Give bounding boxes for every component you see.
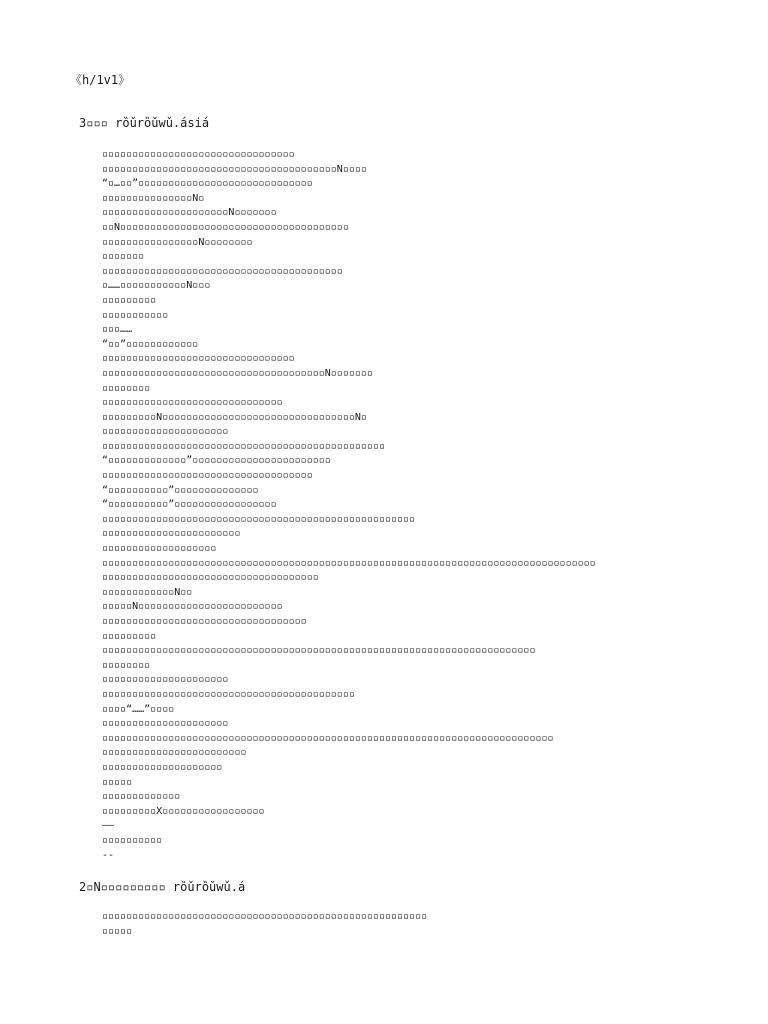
section-body [102, 910, 427, 939]
section-body [102, 148, 596, 863]
text-line: ▫……▫▫▫▫▫▫▫▫▫▫▫N▫▫▫ [102, 280, 211, 292]
text-line: ▫▫▫▫▫▫▫▫▫▫▫ [102, 309, 169, 321]
text-line: ▫▫▫▫▫ [102, 925, 133, 937]
text-line: ▫▫▫▫▫▫▫▫▫▫▫▫▫▫▫▫▫▫▫▫▫▫▫▫▫▫▫▫▫▫▫▫▫▫▫▫▫▫▫▫▫▫▫▫▫▫▫▫▫▫▫▫▫▫▫▫▫▫▫▫▫▫▫▫▫▫▫▫▫▫▫▫▫▫▫ [102, 732, 554, 744]
text-line: ▫▫▫▫▫▫▫▫ [102, 382, 151, 394]
text-line: -- [102, 849, 115, 861]
text-line: “▫▫”▫▫▫▫▫▫▫▫▫▫▫▫ [102, 338, 199, 350]
text-line: ▫▫▫▫▫▫▫▫▫ [102, 294, 157, 306]
text-line: ▫▫▫▫▫▫▫▫▫▫▫▫▫▫▫▫▫▫▫▫▫▫▫▫▫▫▫▫▫▫▫▫▫▫▫▫▫▫▫▫▫▫▫▫▫▫▫▫▫▫▫▫▫▫▫▫▫▫▫▫▫▫▫▫▫▫▫▫▫▫▫▫ [102, 645, 536, 657]
text-line: ▫▫▫▫▫▫▫▫▫▫▫▫▫▫▫▫▫▫▫▫▫▫▫▫▫▫▫▫▫▫▫▫▫▫▫▫▫▫▫▫▫▫ [102, 688, 355, 700]
text-line: ▫▫▫▫▫▫▫▫▫▫▫▫▫▫▫▫▫▫▫▫▫ [102, 718, 229, 730]
text-line: ▫▫▫▫▫▫▫▫▫▫▫▫▫▫▫N▫ [102, 192, 205, 204]
text-line: ▫▫▫▫▫ [102, 776, 133, 788]
text-line: ▫▫▫▫▫▫▫▫▫▫▫▫▫▫▫▫▫▫▫▫▫▫▫▫▫▫▫▫▫▫▫▫▫▫▫▫▫▫▫N▫▫▫▫ [102, 163, 367, 175]
text-line: —— [102, 820, 115, 832]
section-heading: 3▫▫▫ rȍǔrȍǔwǔ.ásiá [79, 116, 210, 130]
text-line: ▫▫▫▫▫▫▫▫▫▫▫▫▫▫▫▫▫▫▫▫▫▫▫▫▫▫▫▫▫▫▫▫ [102, 149, 295, 160]
text-line: ▫▫▫▫▫▫▫▫▫▫▫▫▫▫▫▫▫▫▫▫▫▫▫▫▫▫▫▫▫▫ [102, 397, 283, 409]
text-line: ▫▫▫▫▫▫▫▫▫▫▫▫▫▫▫▫▫▫▫ [102, 543, 217, 555]
text-line: ▫▫▫▫▫▫▫▫▫▫▫▫N▫▫ [102, 586, 193, 598]
text-line: ▫▫▫▫▫▫▫▫▫▫▫▫▫▫▫▫▫▫▫▫▫▫▫▫▫▫▫▫▫▫▫▫▫▫▫ [102, 470, 313, 482]
text-line: ▫▫▫▫▫▫▫▫▫▫▫▫▫▫▫▫▫▫▫▫▫▫▫▫▫▫▫▫▫▫▫▫▫▫▫▫▫▫▫▫▫▫▫▫▫▫▫▫▫▫▫▫ [102, 513, 416, 525]
text-line: ▫▫▫▫▫▫▫▫▫ [102, 630, 157, 642]
section-heading: 2▫N▫▫▫▫▫▫▫▫▫ rȍǔrȍǔwǔ.á [79, 880, 246, 894]
text-line: ▫▫▫▫▫▫▫▫▫▫▫▫▫▫▫▫▫▫▫▫▫ [102, 426, 229, 438]
text-line: ▫▫▫▫▫▫▫▫▫▫▫▫▫▫▫▫▫▫▫▫▫▫▫▫▫▫▫▫▫▫▫▫ [102, 353, 295, 365]
text-line: ▫▫▫▫▫▫▫▫▫▫▫▫▫▫▫▫▫▫▫▫▫▫▫▫▫▫▫▫▫▫▫▫▫▫▫▫▫N▫▫▫▫▫▫▫ [102, 367, 373, 379]
document-title: 《h/1v1》 [70, 73, 131, 87]
text-line: ▫▫▫▫▫▫▫▫▫▫▫▫▫▫▫▫▫▫▫▫▫▫▫ [102, 528, 241, 540]
text-line: ▫▫▫▫▫▫▫▫▫▫▫▫▫▫▫▫▫▫▫▫▫▫▫▫ [102, 747, 247, 759]
text-line: ▫▫▫▫▫▫▫▫▫▫▫▫▫ [102, 791, 181, 803]
text-line: ▫▫▫…… [102, 324, 133, 336]
text-line: ▫▫▫▫▫▫▫▫▫▫▫▫▫▫▫▫▫▫▫▫▫▫▫▫▫▫▫▫▫▫▫▫▫▫▫▫ [102, 572, 319, 584]
text-line: ▫▫▫▫▫▫▫▫▫N▫▫▫▫▫▫▫▫▫▫▫▫▫▫▫▫▫▫▫▫▫▫▫▫▫▫▫▫▫▫▫▫N▫ [102, 411, 367, 423]
text-line: ▫▫▫▫▫▫▫▫▫X▫▫▫▫▫▫▫▫▫▫▫▫▫▫▫▫▫ [102, 805, 265, 817]
text-line: ▫▫▫▫▫▫▫▫▫▫▫▫▫▫▫▫N▫▫▫▫▫▫▫▫ [102, 236, 253, 248]
text-line: “▫…▫▫”▫▫▫▫▫▫▫▫▫▫▫▫▫▫▫▫▫▫▫▫▫▫▫▫▫▫▫▫▫ [102, 178, 313, 190]
text-line: “▫▫▫▫▫▫▫▫▫▫”▫▫▫▫▫▫▫▫▫▫▫▫▫▫ [102, 484, 259, 496]
text-line: ▫▫N▫▫▫▫▫▫▫▫▫▫▫▫▫▫▫▫▫▫▫▫▫▫▫▫▫▫▫▫▫▫▫▫▫▫▫▫▫▫ [102, 221, 349, 233]
text-line: ▫▫▫▫▫▫▫▫▫▫ [102, 834, 163, 846]
text-line: ▫▫▫▫▫▫▫▫▫▫▫▫▫▫▫▫▫▫▫▫▫▫▫▫▫▫▫▫▫▫▫▫▫▫▫▫▫▫▫▫▫▫▫▫▫▫▫▫▫▫▫▫▫▫ [102, 911, 428, 922]
text-line: ▫▫▫▫▫▫▫ [102, 251, 145, 263]
text-line: ▫▫▫▫▫▫▫▫▫▫▫▫▫▫▫▫▫▫▫▫▫N▫▫▫▫▫▫▫ [102, 207, 277, 219]
text-line: “▫▫▫▫▫▫▫▫▫▫”▫▫▫▫▫▫▫▫▫▫▫▫▫▫▫▫▫ [102, 499, 277, 511]
text-line: ▫▫▫▫“……”▫▫▫▫ [102, 703, 175, 715]
text-line: “▫▫▫▫▫▫▫▫▫▫▫▫▫”▫▫▫▫▫▫▫▫▫▫▫▫▫▫▫▫▫▫▫▫▫▫▫ [102, 455, 331, 467]
text-line: ▫▫▫▫▫▫▫▫ [102, 659, 151, 671]
text-line: ▫▫▫▫▫N▫▫▫▫▫▫▫▫▫▫▫▫▫▫▫▫▫▫▫▫▫▫▫▫ [102, 601, 283, 613]
text-line: ▫▫▫▫▫▫▫▫▫▫▫▫▫▫▫▫▫▫▫▫▫▫▫▫▫▫▫▫▫▫▫▫▫▫▫▫▫▫▫▫▫▫▫▫▫▫▫▫▫▫▫▫▫▫▫▫▫▫▫▫▫▫▫▫▫▫▫▫▫▫▫▫▫▫▫▫▫▫▫▫▫▫ [102, 557, 596, 569]
text-line: ▫▫▫▫▫▫▫▫▫▫▫▫▫▫▫▫▫▫▫▫▫ [102, 674, 229, 686]
text-line: ▫▫▫▫▫▫▫▫▫▫▫▫▫▫▫▫▫▫▫▫▫▫▫▫▫▫▫▫▫▫▫▫▫▫▫▫▫▫▫▫▫▫▫▫▫▫▫ [102, 440, 385, 452]
text-line: ▫▫▫▫▫▫▫▫▫▫▫▫▫▫▫▫▫▫▫▫▫▫▫▫▫▫▫▫▫▫▫▫▫▫▫▫▫▫▫▫ [102, 265, 343, 277]
text-line: ▫▫▫▫▫▫▫▫▫▫▫▫▫▫▫▫▫▫▫▫ [102, 761, 223, 773]
text-line: ▫▫▫▫▫▫▫▫▫▫▫▫▫▫▫▫▫▫▫▫▫▫▫▫▫▫▫▫▫▫▫▫▫▫ [102, 616, 307, 627]
